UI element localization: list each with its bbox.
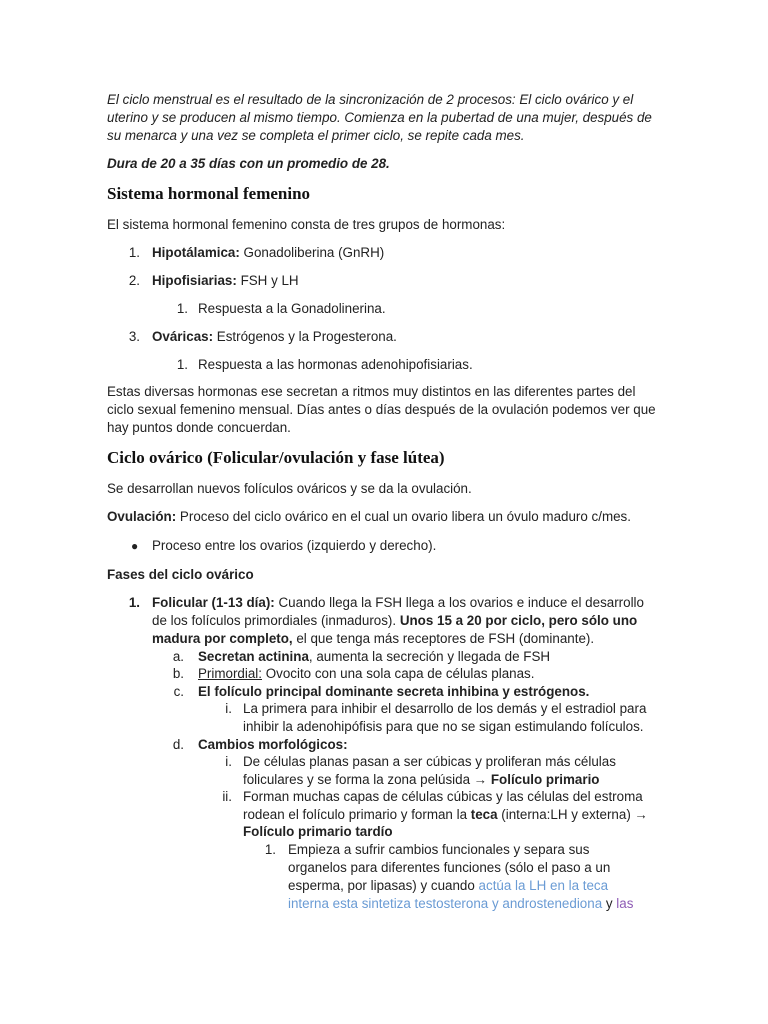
hormonal-lead: El sistema hormonal femenino consta de tres grupos de hormonas: [107,217,506,232]
roman-item-line: foliculares y se forma la zona pelúsida → Folículo primario [243,772,600,787]
roman-item-line: La primera para inhibir el desarrollo de los demás y el estradiol para [243,701,647,716]
list-item: Hipotálamica: Gonadoliberina (GnRH) [152,245,385,260]
sublist-letter: b. [172,666,184,681]
sublist-letter: a. [172,649,184,664]
bullet-item: Proceso entre los ovarios (izquierdo y derecho). [152,538,437,553]
list-number: 1. [128,245,140,260]
sublist-item: Cambios morfológicos: [198,737,348,752]
bullet-icon: ● [131,539,139,553]
list-item: Ováricas: Estrógenos y la Progesterona. [152,329,397,344]
phases-heading: Fases del ciclo ovárico [107,567,254,582]
sublist-number: 1. [176,301,188,316]
roman-item-line: Forman muchas capas de células cúbicas y las células del estroma [243,789,643,804]
roman-item-line: De células planas pasan a ser cúbicas y proliferan más células [243,754,616,769]
nested-item-line: esperma, por lipasas) y cuando actúa la LH en la teca [288,878,609,893]
nested-item-line: Empieza a sufrir cambios funcionales y separa sus [288,842,590,857]
phase-line: Folicular (1-13 día): Cuando llega la FSH llega a los ovarios e induce el desarrollo [152,595,644,610]
sublist-letter: d. [172,737,184,752]
phase-line: de los folículos primordiales (inmaduros). Unos 15 a 20 por ciclo, pero sólo uno [152,613,638,628]
ovarian-lead: Se desarrollan nuevos folículos ováricos y se da la ovulación. [107,481,472,496]
section-title-hormonal: Sistema hormonal femenino [107,184,311,203]
hormones-paragraph: Estas diversas hormonas ese secretan a ritmos muy distintos en las diferentes partes del ciclo sexual femenino mensual. Días antes o días después de la ovulación podemos ver que hay puntos donde concuerdan. [107,384,656,435]
sublist-item: El folículo principal dominante secreta inhibina y estrógenos. [198,684,590,699]
roman-number: i. [225,754,232,769]
roman-item-line: rodean el folículo primario y forman la teca (interna:LH y externa) → [243,807,648,822]
sublist-item: Primordial: Ovocito con una sola capa de células planas. [198,666,535,681]
nested-item-line: organelos para diferentes funciones (sólo el paso a un [288,860,611,875]
nested-item-line: interna esta sintetiza testosterona y androstenediona y las [288,896,634,911]
sublist-number: 1. [176,357,188,372]
list-number: 3. [128,329,140,344]
ovulation-definition: Ovulación: Proceso del ciclo ovárico en el cual un ovario libera un óvulo maduro c/mes. [107,509,631,524]
sublist-item: Secretan actinina, aumenta la secreción y llegada de FSH [198,649,551,664]
sublist-item: Respuesta a las hormonas adenohipofisiarias. [198,357,473,372]
list-item: Hipofisiarias: FSH y LH [152,273,299,288]
nested-number: 1. [264,842,276,857]
intro-paragraph: El ciclo menstrual es el resultado de la sincronización de 2 procesos: El ciclo ovárico y el uterino y se producen al mismo tiempo. Comienza en la pubertad de una mujer, después de su menarca y una vez se completa el primer ciclo, se repite cada mes. [107,92,652,143]
roman-item-line: Folículo primario tardío [243,824,393,839]
roman-item-line: inhibir la adenohipófisis para que no se sigan estimulando folículos. [243,719,644,734]
section-title-ovarian-cycle: Ciclo ovárico (Folicular/ovulación y fase lútea) [107,448,445,467]
sublist-letter: c. [173,684,184,699]
roman-number: ii. [222,789,232,804]
sublist-item: Respuesta a la Gonadolinerina. [198,301,386,316]
phase-number: 1. [128,595,140,610]
duration-line: Dura de 20 a 35 días con un promedio de 28. [107,156,390,171]
list-number: 2. [128,273,140,288]
phase-line: madura por completo, el que tenga más receptores de FSH (dominante). [152,631,595,646]
roman-number: i. [225,701,232,716]
